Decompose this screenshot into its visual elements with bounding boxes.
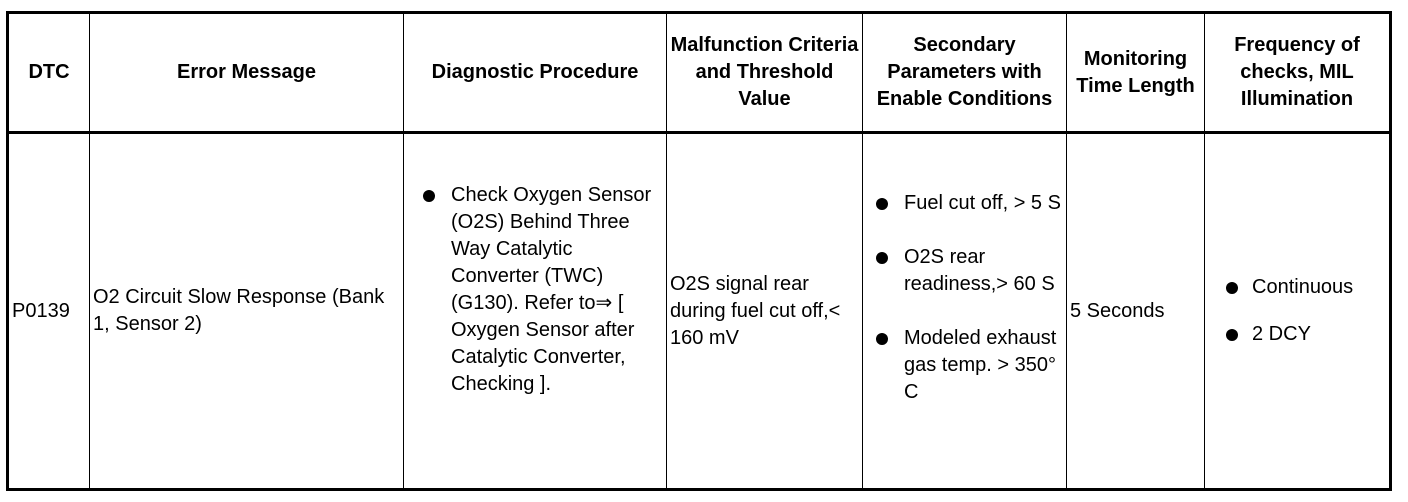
list-item [866,244,1063,298]
bullet-icon [423,190,435,202]
secondary-parameters-list [866,184,1063,438]
header-row [8,13,1391,133]
diagnostic-procedure-list [407,154,663,468]
header-diagnostic-procedure: Diagnostic Procedure [404,13,667,133]
header-secondary-parameters: Secondary Parameters with Enable Conditions [863,13,1067,133]
list-item [1208,274,1386,301]
cell-error-message: O2 Circuit Slow Response (Bank 1, Sensor 2) [90,133,404,490]
secondary-parameter-text: Modeled exhaust gas temp. > 350° C [904,327,1057,403]
bullet-icon [876,333,888,345]
cell-dtc: P0139 [8,133,90,490]
cell-frequency [1205,133,1391,490]
list-item [866,325,1063,406]
frequency-text: 2 DCY [1252,323,1311,345]
diagnostic-step-text: Check Oxygen Sensor (O2S) Behind Three Way Catalytic Converter (TWC) (G130). Refer to⇒ [ Oxygen Sensor after Catalytic Converter, Checking ]. [451,184,652,395]
list-item [866,190,1063,217]
list-item [1208,321,1386,348]
secondary-parameter-text: Fuel cut off, > 5 S [904,192,1061,214]
list-item [413,182,663,398]
frequency-text: Continuous [1252,276,1354,298]
header-monitoring-time: Monitoring Time Length [1067,13,1205,133]
header-frequency: Frequency of checks, MIL Illumination [1205,13,1391,133]
frequency-list [1208,274,1386,348]
header-dtc: DTC [8,13,90,133]
cell-secondary-parameters [863,133,1067,490]
cell-monitoring-time: 5 Seconds [1067,133,1205,490]
bullet-icon [876,198,888,210]
bullet-icon [1226,329,1238,341]
table-row [8,133,1391,490]
cell-malfunction-criteria: O2S signal rear during fuel cut off,< 160 mV [667,133,863,490]
header-malfunction-criteria: Malfunction Criteria and Threshold Value [667,13,863,133]
cell-diagnostic-procedure [404,133,667,490]
bullet-icon [1226,282,1238,294]
bullet-icon [876,252,888,264]
header-error-message: Error Message [90,13,404,133]
secondary-parameter-text: O2S rear readiness,> 60 S [904,246,1055,295]
dtc-table [6,11,1392,491]
